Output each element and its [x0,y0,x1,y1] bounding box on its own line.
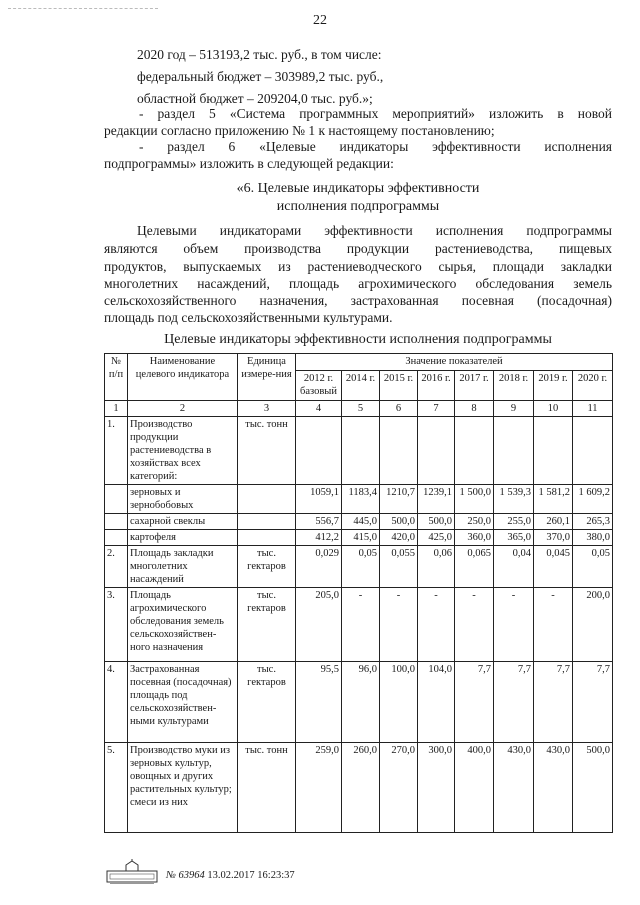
value-cell: 250,0 [455,514,494,530]
value-cell: 500,0 [418,514,455,530]
value-cell: 0,06 [418,546,455,588]
indicator-name: Производство продукции растениеводства в хозяйствах всех категорий: [128,417,238,485]
paragraph-line-5: сельскохозяйственного назначения, застрахованная посевная (посадочная) [104,293,612,308]
unit-cell: тыс. тонн [238,743,296,833]
col-number: 1 [105,401,128,417]
value-cell: 259,0 [296,743,342,833]
col-number: 5 [342,401,380,417]
indicator-name: Площадь закладки многолетних насаждений [128,546,238,588]
unit-cell [238,514,296,530]
value-cell: 7,7 [573,662,613,743]
row-number [105,530,128,546]
header-name: Наименование целевого индикатора [128,354,238,401]
value-cell: 7,7 [455,662,494,743]
value-cell: 380,0 [573,530,613,546]
page-number: 22 [313,13,327,28]
value-cell: - [418,588,455,662]
header-year: 2014 г. [342,371,380,401]
value-cell [455,417,494,485]
row-number [105,485,128,514]
row-number: 4. [105,662,128,743]
unit-cell: тыс. тонн [238,417,296,485]
value-cell [494,417,534,485]
registration-number: № 63964 [166,870,205,881]
unit-cell: тыс. гектаров [238,662,296,743]
section6-line-cont: подпрограммы» изложить в следующей редакции: [104,156,394,171]
section-heading-line1: «6. Целевые индикаторы эффективности [236,181,480,196]
value-cell: 260,1 [534,514,573,530]
table-row [105,417,613,485]
row-number: 5. [105,743,128,833]
value-cell [342,417,380,485]
table-row [105,514,613,530]
row-number: 1. [105,417,128,485]
unit-cell [238,530,296,546]
table-row [105,530,613,546]
value-cell: 365,0 [494,530,534,546]
value-cell [380,417,418,485]
value-cell: 104,0 [418,662,455,743]
row-number: 2. [105,546,128,588]
value-cell: 0,065 [455,546,494,588]
value-cell: 415,0 [342,530,380,546]
value-cell [534,417,573,485]
header-num: № п/п [105,354,128,401]
value-cell: - [380,588,418,662]
value-cell: 360,0 [455,530,494,546]
table-row [105,588,613,662]
col-number: 9 [494,401,534,417]
section5-line: - раздел 5 «Система программных мероприятий» изложить в новой [139,106,612,121]
indicator-name: сахарной свеклы [128,514,238,530]
value-cell: 1059,1 [296,485,342,514]
value-cell: 425,0 [418,530,455,546]
value-cell [418,417,455,485]
value-cell: 7,7 [534,662,573,743]
header-year: 2019 г. [534,371,573,401]
row-number [105,514,128,530]
value-cell: 0,029 [296,546,342,588]
table-row [105,662,613,743]
paragraph-line-4: многолетних насаждений, площадь агрохимического обследования земель [104,276,612,291]
value-cell: 556,7 [296,514,342,530]
header-year: 2012 г. базовый [296,371,342,401]
value-cell: - [455,588,494,662]
value-cell: 0,04 [494,546,534,588]
header-unit: Единица измере-ния [238,354,296,401]
emblem-icon [106,859,158,885]
indicator-name: зерновых и зернобобовых [128,485,238,514]
value-cell: 0,055 [380,546,418,588]
value-cell: 400,0 [455,743,494,833]
row-number: 3. [105,588,128,662]
indicator-name: Площадь агрохимического обследования земель сельскохозяйствен-ного назначения [128,588,238,662]
value-cell: 300,0 [418,743,455,833]
value-cell: - [534,588,573,662]
registration-timestamp: 13.02.2017 16:23:37 [207,870,295,881]
value-cell: 1 500,0 [455,485,494,514]
value-cell: 270,0 [380,743,418,833]
col-number: 7 [418,401,455,417]
budget-2020-line: 2020 год – 513193,2 тыс. руб., в том числе: [137,47,382,62]
col-number: 6 [380,401,418,417]
value-cell: 96,0 [342,662,380,743]
value-cell: 200,0 [573,588,613,662]
value-cell: 500,0 [573,743,613,833]
value-cell: 205,0 [296,588,342,662]
value-cell: 0,05 [342,546,380,588]
value-cell: 95,5 [296,662,342,743]
header-year: 2020 г. [573,371,613,401]
header-year: 2016 г. [418,371,455,401]
value-cell: 1183,4 [342,485,380,514]
value-cell: 255,0 [494,514,534,530]
header-year: 2018 г. [494,371,534,401]
federal-budget-line: федеральный бюджет – 303989,2 тыс. руб., [137,69,384,84]
value-cell: 420,0 [380,530,418,546]
table-title: Целевые индикаторы эффективности исполнения подпрограммы [164,332,552,347]
col-number: 3 [238,401,296,417]
section5-line-cont: редакции согласно приложению № 1 к настоящему постановлению; [104,123,495,138]
value-cell: 265,3 [573,514,613,530]
registration-stamp [166,870,295,881]
header-year: 2015 г. [380,371,418,401]
value-cell: 500,0 [380,514,418,530]
paragraph-line-6: площадь под сельскохозяйственными культурами. [104,310,393,325]
paragraph-line-1: Целевыми индикаторами эффективности исполнения подпрограммы [137,223,612,238]
col-number: 2 [128,401,238,417]
table-row [105,743,613,833]
value-cell: 7,7 [494,662,534,743]
value-cell: 1239,1 [418,485,455,514]
section-heading-line2: исполнения подпрограммы [276,199,440,214]
value-cell: 100,0 [380,662,418,743]
header-year: 2017 г. [455,371,494,401]
header-values: Значение показателей [296,354,613,371]
value-cell: 1 581,2 [534,485,573,514]
col-number: 8 [455,401,494,417]
value-cell [573,417,613,485]
value-cell: 412,2 [296,530,342,546]
indicator-name: Застрахованная посевная (посадочная) площадь под сельскохозяйствен-ными культурами [128,662,238,743]
value-cell: 445,0 [342,514,380,530]
unit-cell: тыс. гектаров [238,588,296,662]
top-dashed-rule [8,8,158,9]
table-body [105,417,613,833]
value-cell: 1 539,3 [494,485,534,514]
value-cell: 260,0 [342,743,380,833]
value-cell: 430,0 [494,743,534,833]
value-cell: - [494,588,534,662]
section6-line: - раздел 6 «Целевые индикаторы эффективности исполнения [139,139,612,154]
indicator-name: Производство муки из зерновых культур, овощных и других растительных культур; смеси из них [128,743,238,833]
unit-cell: тыс. гектаров [238,546,296,588]
col-number: 4 [296,401,342,417]
unit-cell [238,485,296,514]
regional-budget-line: областной бюджет – 209204,0 тыс. руб.»; [137,91,373,106]
paragraph-line-2: являются объем производства продукции растениеводства, пищевых [104,241,612,256]
value-cell: 0,045 [534,546,573,588]
value-cell: 0,05 [573,546,613,588]
indicators-table [104,353,613,833]
value-cell: 1 609,2 [573,485,613,514]
paragraph-line-3: продуктов, выпускаемых из растениеводческого сырья, площади закладки [104,259,612,274]
value-cell: - [342,588,380,662]
value-cell [296,417,342,485]
table-row [105,546,613,588]
table-row [105,485,613,514]
value-cell: 370,0 [534,530,573,546]
value-cell: 430,0 [534,743,573,833]
col-number: 10 [534,401,573,417]
value-cell: 1210,7 [380,485,418,514]
indicator-name: картофеля [128,530,238,546]
col-number: 11 [573,401,613,417]
